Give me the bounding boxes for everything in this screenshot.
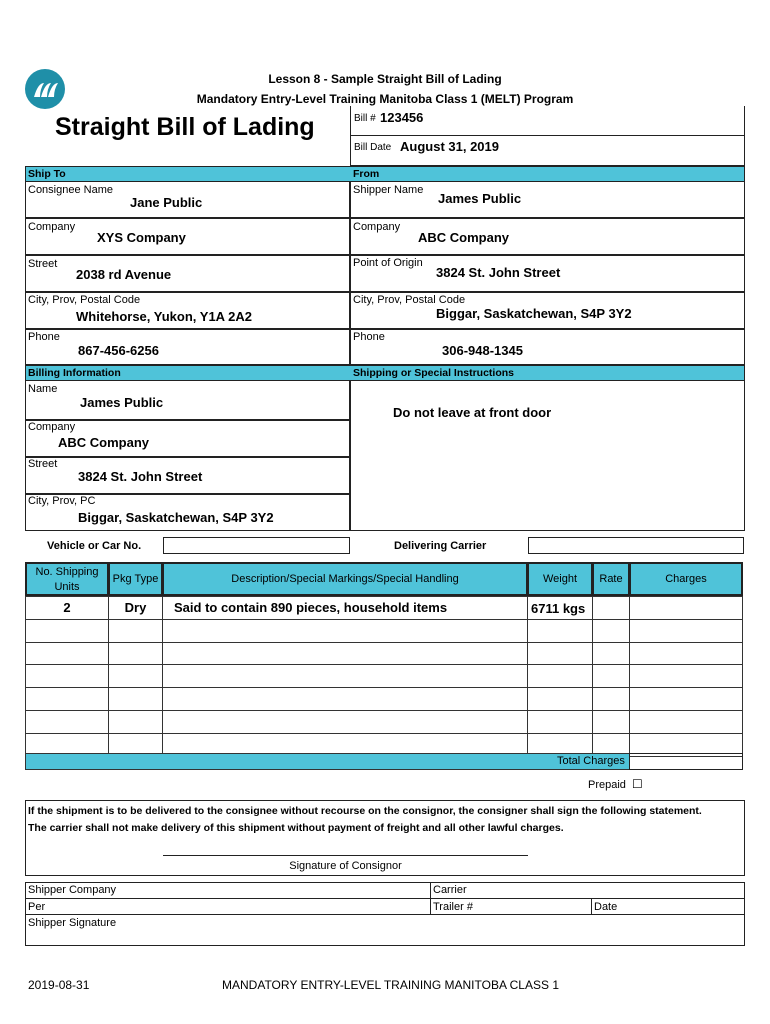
table-cell[interactable] bbox=[592, 664, 630, 688]
ship-company-label: Company bbox=[28, 221, 76, 233]
billing-name-box bbox=[25, 380, 350, 420]
footer-program: MANDATORY ENTRY-LEVEL TRAINING MANITOBA CLASS 1 bbox=[222, 978, 559, 992]
row1-units[interactable]: 2 bbox=[63, 600, 71, 615]
billing-name[interactable]: James Public bbox=[80, 395, 164, 410]
ship-street[interactable]: 2038 rd Avenue bbox=[76, 267, 172, 282]
table-cell[interactable] bbox=[162, 642, 528, 666]
ship-phone[interactable]: 867-456-6256 bbox=[78, 343, 159, 358]
table-cell[interactable] bbox=[108, 710, 163, 734]
from-city-label: City, Prov, Postal Code bbox=[353, 294, 466, 306]
ship-city-label: City, Prov, Postal Code bbox=[28, 294, 141, 306]
signoff-hline-right2 bbox=[430, 914, 745, 915]
prepaid-label: Prepaid bbox=[588, 779, 626, 791]
billing-city[interactable]: Biggar, Saskatchewan, S4P 3Y2 bbox=[78, 510, 274, 525]
col-rate-label: Rate bbox=[599, 573, 623, 585]
ship-from-header-bar bbox=[25, 166, 745, 182]
col-units-label: No. Shipping Units bbox=[35, 566, 99, 593]
signoff-hline-left2 bbox=[25, 914, 430, 915]
from-company-box bbox=[350, 218, 745, 255]
ship-street-label: Street bbox=[28, 258, 58, 270]
signoff-hline-left bbox=[25, 898, 430, 899]
bill-divider bbox=[350, 135, 745, 136]
signoff-vline-date bbox=[591, 898, 592, 915]
page-title: Straight Bill of Lading bbox=[55, 113, 315, 141]
vehicle-label: Vehicle or Car No. bbox=[47, 540, 142, 552]
col-charges-label: Charges bbox=[665, 573, 707, 585]
table-cell[interactable] bbox=[592, 710, 630, 734]
from-city[interactable]: Biggar, Saskatchewan, S4P 3Y2 bbox=[436, 306, 632, 321]
vehicle-input[interactable] bbox=[163, 537, 350, 554]
row1-desc[interactable]: Said to contain 890 pieces, household items bbox=[174, 600, 448, 615]
billing-company[interactable]: ABC Company bbox=[58, 435, 150, 450]
table-cell[interactable] bbox=[162, 619, 528, 643]
table-cell[interactable] bbox=[108, 687, 163, 711]
origin-label: Point of Origin bbox=[353, 257, 423, 269]
ship-phone-label: Phone bbox=[28, 331, 60, 343]
from-phone-box bbox=[350, 329, 745, 365]
origin[interactable]: 3824 St. John Street bbox=[436, 265, 561, 280]
prepaid-checkbox[interactable]: ☐ bbox=[632, 777, 643, 791]
bill-number-label: Bill # bbox=[354, 113, 376, 124]
ship-phone-box bbox=[25, 329, 350, 365]
table-cell[interactable] bbox=[629, 664, 743, 688]
signature-label: Signature of Consignor bbox=[289, 860, 402, 872]
footer-date: 2019-08-31 bbox=[28, 978, 90, 992]
table-cell[interactable] bbox=[629, 619, 743, 643]
bill-date-label: Bill Date bbox=[354, 142, 392, 153]
table-cell[interactable] bbox=[108, 642, 163, 666]
from-company[interactable]: ABC Company bbox=[418, 230, 510, 245]
row1-pkg[interactable]: Dry bbox=[124, 600, 147, 615]
carrier-label-signoff[interactable]: Carrier bbox=[433, 884, 467, 896]
billing-name-label: Name bbox=[28, 383, 58, 395]
table-cell[interactable] bbox=[162, 687, 528, 711]
shipper-name[interactable]: James Public bbox=[438, 191, 522, 206]
signature-line[interactable] bbox=[163, 855, 528, 856]
bill-date: August 31, 2019 bbox=[400, 139, 499, 154]
from-header: From bbox=[353, 168, 380, 180]
table-cell[interactable] bbox=[25, 687, 109, 711]
table-cell[interactable] bbox=[527, 710, 593, 734]
from-phone-label: Phone bbox=[353, 331, 385, 343]
ship-company[interactable]: XYS Company bbox=[97, 230, 186, 245]
col-weight-label: Weight bbox=[542, 573, 578, 585]
consignee-name[interactable]: Jane Public bbox=[130, 195, 203, 210]
billing-street-label: Street bbox=[28, 458, 58, 470]
statement-line1: If the shipment is to be delivered to the consignee without recourse on the consignor, the consigner shall sign the following statement. bbox=[28, 805, 702, 817]
table-cell[interactable] bbox=[108, 664, 163, 688]
total-charges-label: Total Charges bbox=[557, 755, 625, 767]
table-cell[interactable] bbox=[25, 710, 109, 734]
from-company-label: Company bbox=[353, 221, 401, 233]
billing-city-label: City, Prov, PC bbox=[28, 495, 96, 507]
ship-to-header: Ship To bbox=[28, 168, 66, 180]
table-cell[interactable] bbox=[162, 710, 528, 734]
carrier-input[interactable] bbox=[528, 537, 744, 554]
billing-street[interactable]: 3824 St. John Street bbox=[78, 469, 203, 484]
table-cell[interactable] bbox=[629, 710, 743, 734]
total-charges-bar bbox=[25, 753, 630, 770]
table-cell[interactable] bbox=[527, 687, 593, 711]
table-cell[interactable] bbox=[592, 596, 630, 620]
shipper-signature-label[interactable]: Shipper Signature bbox=[28, 917, 117, 929]
date-label[interactable]: Date bbox=[594, 901, 618, 913]
ship-street-box bbox=[25, 255, 350, 292]
table-cell[interactable] bbox=[527, 619, 593, 643]
per-label[interactable]: Per bbox=[28, 901, 46, 913]
table-cell[interactable] bbox=[592, 619, 630, 643]
row1-weight[interactable]: 6711 kgs bbox=[531, 601, 586, 616]
statement-line2: The carrier shall not make delivery of this shipment without payment of freight and all other lawful charges. bbox=[28, 822, 564, 834]
table-cell[interactable] bbox=[592, 687, 630, 711]
shipper-label: Shipper Name bbox=[353, 184, 424, 196]
table-cell[interactable] bbox=[527, 642, 593, 666]
shipper-company-label[interactable]: Shipper Company bbox=[28, 884, 117, 896]
table-cell[interactable] bbox=[527, 664, 593, 688]
table-cell[interactable] bbox=[592, 642, 630, 666]
instructions-text[interactable]: Do not leave at front door bbox=[393, 405, 552, 420]
col-desc-label: Description/Special Markings/Special Handling bbox=[231, 573, 459, 585]
trailer-label[interactable]: Trailer # bbox=[433, 901, 473, 913]
table-cell[interactable] bbox=[162, 664, 528, 688]
table-cell[interactable] bbox=[25, 619, 109, 643]
consignee-label: Consignee Name bbox=[28, 184, 113, 196]
table-cell[interactable] bbox=[25, 664, 109, 688]
melt-logo bbox=[25, 69, 65, 109]
instructions-box bbox=[350, 380, 745, 531]
col-pkg-label: Pkg Type bbox=[112, 573, 159, 585]
ship-city[interactable]: Whitehorse, Yukon, Y1A 2A2 bbox=[76, 309, 253, 324]
table-cell[interactable] bbox=[108, 619, 163, 643]
instructions-header: Shipping or Special Instructions bbox=[353, 367, 515, 379]
from-phone[interactable]: 306-948-1345 bbox=[442, 343, 523, 358]
bill-number: 123456 bbox=[380, 110, 424, 125]
program-title: Mandatory Entry-Level Training Manitoba Class 1 (MELT) Program bbox=[196, 92, 574, 106]
total-charges-value[interactable] bbox=[629, 753, 743, 770]
billing-header: Billing Information bbox=[28, 367, 121, 379]
table-cell[interactable] bbox=[25, 642, 109, 666]
table-cell[interactable] bbox=[629, 642, 743, 666]
carrier-label: Delivering Carrier bbox=[394, 540, 487, 552]
signoff-hline-right bbox=[430, 898, 745, 899]
lesson-title: Lesson 8 - Sample Straight Bill of Lading bbox=[268, 72, 502, 86]
table-cell[interactable] bbox=[629, 687, 743, 711]
billing-company-label: Company bbox=[28, 421, 76, 433]
table-cell[interactable] bbox=[629, 596, 743, 620]
